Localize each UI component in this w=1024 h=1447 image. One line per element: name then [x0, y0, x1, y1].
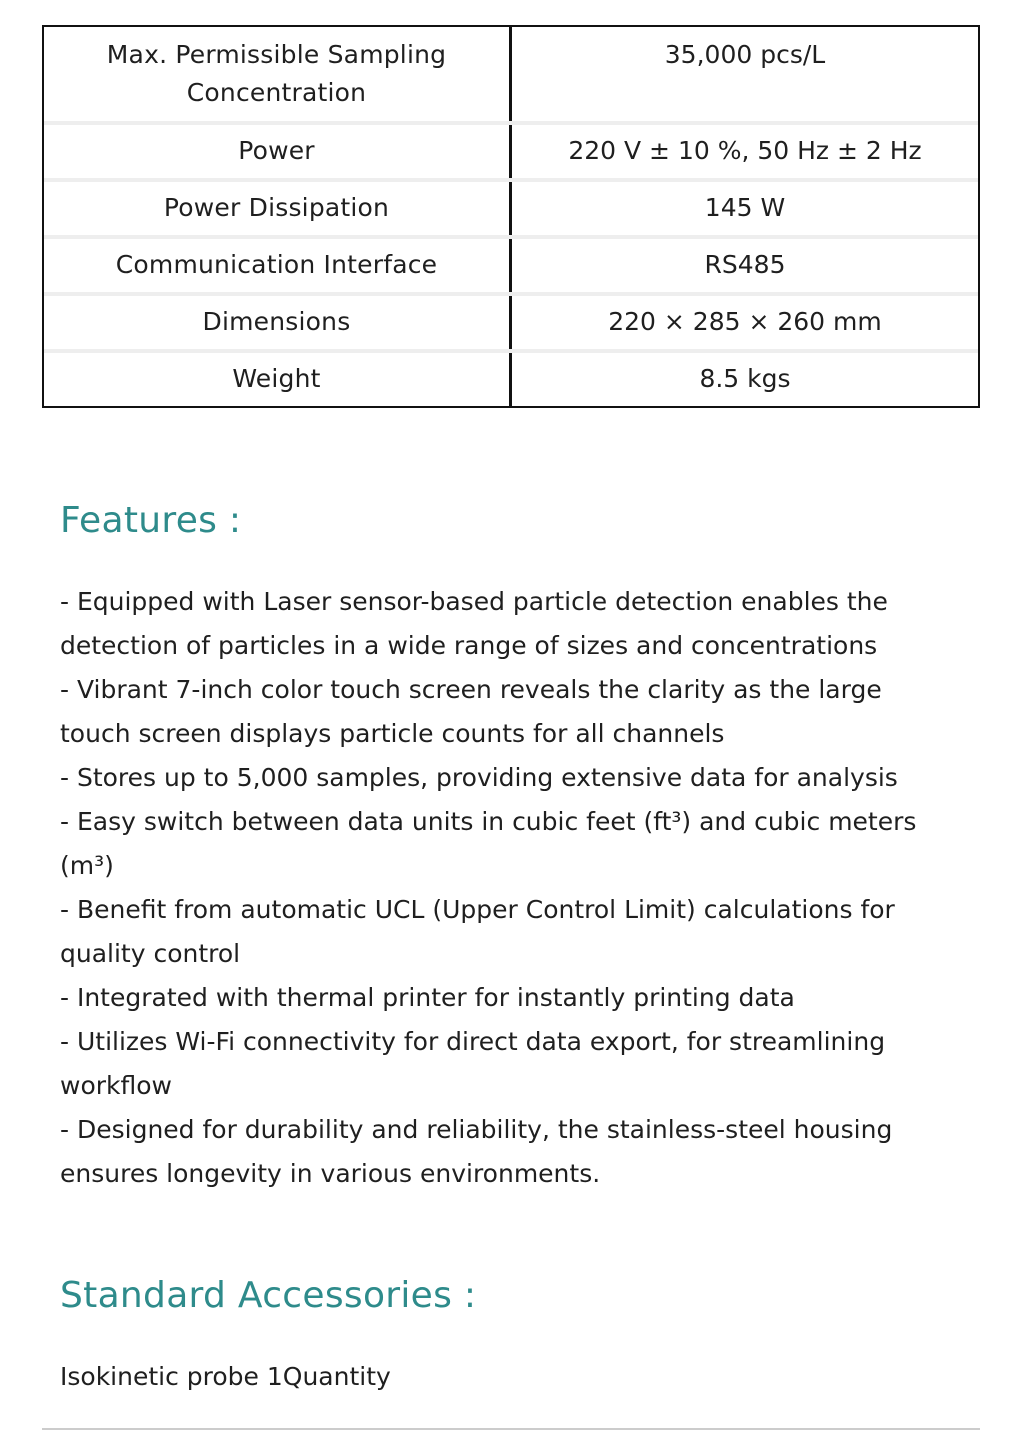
spec-value: RS485 — [704, 250, 786, 279]
feature-item: - Equipped with Laser sensor-based particle detection enables the detection of particles in a wide range of sizes and concentrations — [60, 587, 888, 660]
spec-label: Power Dissipation — [44, 182, 512, 235]
section-divider — [42, 1428, 980, 1430]
spec-row — [44, 292, 978, 349]
accessories-heading: Standard Accessories : — [60, 1275, 477, 1316]
spec-label: Power — [44, 125, 512, 178]
feature-item: - Easy switch between data units in cubic feet (ft³) and cubic meters (m³) — [60, 807, 917, 880]
feature-item: - Integrated with thermal printer for instantly printing data — [60, 983, 795, 1012]
feature-item: - Designed for durability and reliability, the stainless-steel housing ensures longevity in various environments. — [60, 1115, 893, 1188]
spec-value: 8.5 kgs — [699, 364, 791, 393]
spec-label: Weight — [44, 353, 512, 406]
spec-row — [44, 27, 978, 121]
spec-row — [44, 349, 978, 406]
spec-value: 220 × 285 × 260 mm — [608, 307, 882, 336]
spec-row — [44, 178, 978, 235]
features-heading: Features : — [60, 500, 242, 541]
accessory-item: Isokinetic probe 1Quantity — [60, 1362, 391, 1391]
feature-item: - Utilizes Wi-Fi connectivity for direct data export, for streamlining workflow — [60, 1027, 886, 1100]
spec-table — [42, 25, 980, 408]
spec-row — [44, 235, 978, 292]
spec-label: Max. Permissible Sampling Concentration — [44, 27, 512, 121]
spec-label: Dimensions — [44, 296, 512, 349]
feature-item: - Benefit from automatic UCL (Upper Control Limit) calculations for quality control — [60, 895, 895, 968]
spec-value: 145 W — [704, 193, 786, 222]
spec-value: 220 V ± 10 %, 50 Hz ± 2 Hz — [568, 136, 922, 165]
feature-item: - Vibrant 7-inch color touch screen reveals the clarity as the large touch screen displays particle counts for all channels — [60, 675, 882, 748]
spec-row — [44, 121, 978, 178]
spec-label: Communication Interface — [44, 239, 512, 292]
features-list — [60, 580, 960, 1196]
feature-item: - Stores up to 5,000 samples, providing extensive data for analysis — [60, 763, 898, 792]
spec-value: 35,000 pcs/L — [664, 40, 826, 69]
